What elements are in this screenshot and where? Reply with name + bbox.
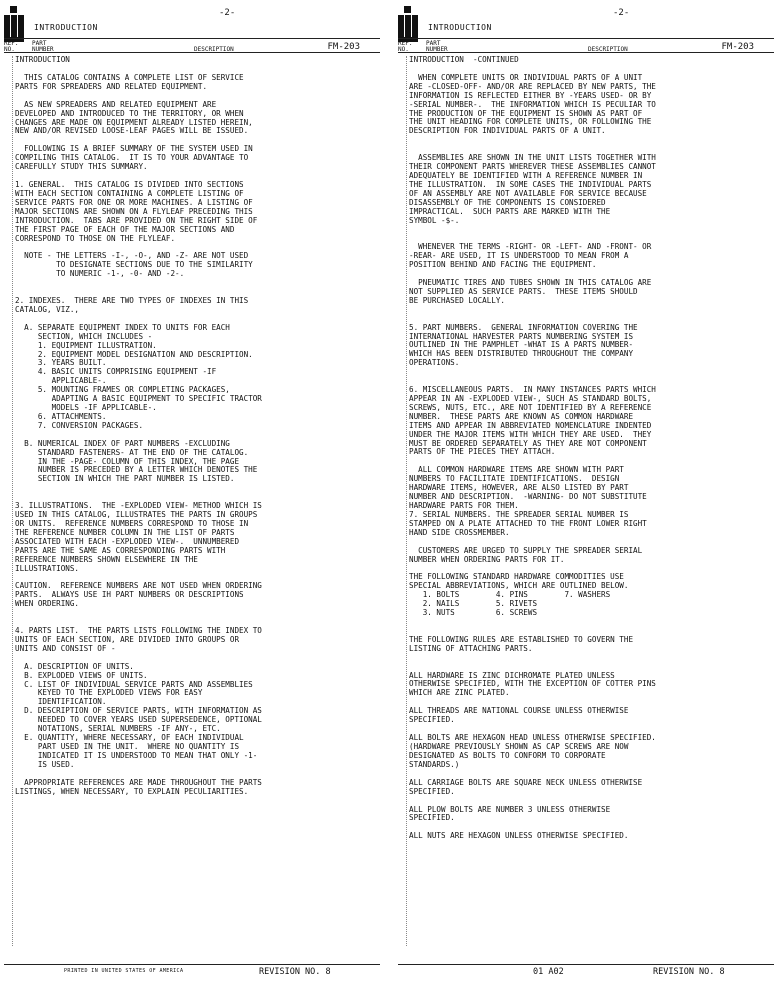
paragraph: A. SEPARATE EQUIPMENT INDEX TO UNITS FOR EACH SECTION, WHICH INCLUDES - 1. EQUIPMENT ILLUSTRATION. 2. EQUIPMENT MODEL DESIGNATION AND DESCRIPTION. 3. YEARS BUILT. 4. BASIC UNITS COMPRISING EQUIPMENT -IF APPLICABLE-. 5. MOUNTING FRAMES OR COMPLETING PACKAGES, ADAPTING A BASIC EQUIPMENT TO SPECIFIC TRACTOR MODELS -IF APPLICABLE-. 6. ATTACHMENTS. 7. CONVERSION PACKAGES. xyxy=(24,322,262,430)
footer-rule xyxy=(4,964,380,965)
paragraph: 5. PART NUMBERS. GENERAL INFORMATION COVERING THE INTERNATIONAL HARVESTER PARTS NUMBERING SYSTEM IS OUTLINED IN THE PAMPHLET -WHAT IS A PARTS NUMBER- WHICH HAS BEEN DISTRIBUTED THROUGHOUT THE COMPANY OPERATIONS. xyxy=(409,322,638,368)
paragraph: ALL COMMON HARDWARE ITEMS ARE SHOWN WITH PART NUMBERS TO FACILITATE IDENTIFICATIONS. DESIGN HARDWARE ITEMS, HOWEVER, ARE ALSO LISTED BY PART NUMBER AND DESCRIPTION. -WARNING- DO NOT SUBSTITUTE HARDWARE PARTS FOR THEM. 7. SERIAL NUMBERS. THE SPREADER SERIAL NUMBER IS STAMPED ON A PLATE ATTACHED TO THE FRONT LOWER RIGHT HAND SIDE CROSSMEMBER. xyxy=(409,465,647,537)
printed-note: PRINTED IN UNITED STATES OF AMERICA xyxy=(64,968,184,974)
section-title: INTRODUCTION xyxy=(34,23,98,32)
page-code: 01 A02 xyxy=(533,967,564,977)
column-header xyxy=(4,38,380,51)
paragraph: PNEUMATIC TIRES AND TUBES SHOWN IN THIS CATALOG ARE NOT SUPPLIED AS SERVICE PARTS. THESE ITEMS SHOULD BE PURCHASED LOCALLY. xyxy=(409,278,652,305)
paragraph: 6. MISCELLANEOUS PARTS. IN MANY INSTANCES PARTS WHICH APPEAR IN AN -EXPLODED VIEW-, SUCH AS STANDARD BOLTS, SCREWS, NUTS, ETC., ARE NOT IDENTIFIED BY A REFERENCE NUMBER. THESE PARTS ARE KNOWN AS COMMON HARDWARE ITEMS AND APPEAR IN ABBREVIATED NOMENCLATURE INDENTED UNDER THE MAJOR ITEMS WITH WHICH THEY ARE USED. THEY MUST BE ORDERED SEPARATELY AS THEY ARE NOT COMPONENT PARTS OF THE PIECES THEY ATTACH. xyxy=(409,385,656,457)
header-ref: REF. xyxy=(398,40,413,47)
paragraph: 3. ILLUSTRATIONS. THE -EXPLODED VIEW- METHOD WHICH IS USED IN THIS CATALOG, ILLUSTRATES THE PARTS IN GROUPS OR UNITS. REFERENCE NUMBERS CORRESPOND TO THOSE IN THE REFERENCE NUMBER COLUMN IN THE LIST OF PARTS ASSOCIATED WITH EACH -EXPLODED VIEW-. UNNUMBERED PARTS ARE THE SAME AS CORRESPONDING PARTS WITH REFERENCE NUMBERS SHOWN ELSEWHERE IN THE ILLUSTRATIONS. xyxy=(15,501,262,573)
paragraph: THE FOLLOWING RULES ARE ESTABLISHED TO GOVERN THE LISTING OF ATTACHING PARTS. xyxy=(409,634,634,653)
section-title: INTRODUCTION xyxy=(428,23,492,32)
header-number: NUMBER xyxy=(426,46,448,53)
header-part: PART xyxy=(426,40,441,47)
paragraph: ALL HARDWARE IS ZINC DICHROMATE PLATED UNLESS OTHERWISE SPECIFIED, WITH THE EXCEPTION OF COTTER PINS WHICH ARE ZINC PLATED. xyxy=(409,670,656,698)
right-page xyxy=(398,0,778,1000)
header-no: NO. xyxy=(398,46,409,53)
paragraph: INTRODUCTION xyxy=(15,55,70,64)
paragraph: 2. INDEXES. THERE ARE TWO TYPES OF INDEXES IN THIS CATALOG, VIZ., xyxy=(15,296,249,314)
revision-number: REVISION NO. 8 xyxy=(653,967,725,977)
paragraph: THE FOLLOWING STANDARD HARDWARE COMMODITIES USE SPECIAL ABBREVIATIONS, WHICH ARE OUTLINED BELOW. 1. BOLTS 4. PINS 7. WASHERS 2. NAILS 5. RIVETS 3. NUTS 6. SCREWS xyxy=(409,572,629,618)
header-no: NO. xyxy=(4,46,15,53)
paragraph: APPROPRIATE REFERENCES ARE MADE THROUGHOUT THE PARTS LISTINGS, WHEN NECESSARY, TO EXPLAIN PECULIARITIES. xyxy=(15,777,262,796)
paragraph: WHENEVER THE TERMS -RIGHT- OR -LEFT- AND -FRONT- OR -REAR- ARE USED, IT IS UNDERSTOOD TO MEAN FROM A POSITION BEHIND AND FACING THE EQUIPMENT. xyxy=(409,242,652,270)
header-number: NUMBER xyxy=(32,46,54,53)
paragraph: B. NUMERICAL INDEX OF PART NUMBERS -EXCLUDING STANDARD FASTENERS- AT THE END OF THE CATALOG. IN THE -PAGE- COLUMN OF THIS INDEX, THE PAGE NUMBER IS PRECEDED BY A LETTER WHICH DENOTES THE SECTION IN WHICH THE PART NUMBER IS LISTED. xyxy=(24,438,258,484)
header-description: DESCRIPTION xyxy=(194,46,234,53)
paragraph: NOTE - THE LETTERS -I-, -O-, AND -Z- ARE NOT USED TO DESIGNATE SECTIONS DUE TO THE SIMILARITY TO NUMERIC -1-, -0- AND -2-. xyxy=(24,251,253,279)
paragraph: ALL THREADS ARE NATIONAL COURSE UNLESS OTHERWISE SPECIFIED. xyxy=(409,706,629,725)
paragraph: ASSEMBLIES ARE SHOWN IN THE UNIT LISTS TOGETHER WITH THEIR COMPONENT PARTS WHEREVER THESE ASSEMBLIES CANNOT ADEQUATELY BE IDENTIFIED WITH A REFERENCE NUMBER IN THE ILLUSTRATION. IN SOME CASES THE INDIVIDUAL PARTS OF AN ASSEMBLY ARE NOT AVAILABLE FOR SERVICE BECAUSE DISASSEMBLY OF THE COMPONENTS IS CONSIDERED IMPRACTICAL. SUCH PARTS ARE MARKED WITH THE SYMBOL -$-. xyxy=(409,153,656,225)
paragraph: AS NEW SPREADERS AND RELATED EQUIPMENT ARE DEVELOPED AND INTRODUCED TO THE TERRITORY, OR WHEN CHANGES ARE MADE ON EQUIPMENT ALREADY LISTED HEREIN, NEW AND/OR REVISED LOOSE-LEAF PAGES WILL BE ISSUED. xyxy=(15,99,253,136)
left-page xyxy=(4,0,384,1000)
paragraph: A. DESCRIPTION OF UNITS. B. EXPLODED VIEWS OF UNITS. C. LIST OF INDIVIDUAL SERVICE PARTS AND ASSEMBLIES KEYED TO THE EXPLODED VIEWS FOR EASY IDENTIFICATION. D. DESCRIPTION OF SERVICE PARTS, WITH INFORMATION AS NEEDED TO COVER YEARS USED SUPERSEDENCE, OPTIONAL NOTATIONS, SERIAL NUMBERS -IF ANY-, ETC. E. QUANTITY, WHERE NECESSARY, OF EACH INDIVIDUAL PART USED IN THE UNIT. WHERE NO QUANTITY IS INDICATED IT IS UNDERSTOOD TO MEAN THAT ONLY -1- IS USED. xyxy=(24,661,262,769)
paragraph: FOLLOWING IS A BRIEF SUMMARY OF THE SYSTEM USED IN COMPILING THIS CATALOG. IT IS TO YOUR ADVANTAGE TO CAREFULLY STUDY THIS SUMMARY. xyxy=(15,144,253,172)
catalog-code: FM-203 xyxy=(721,42,754,52)
paragraph: ALL NUTS ARE HEXAGON UNLESS OTHERWISE SPECIFIED. xyxy=(409,831,629,841)
paragraph: CAUTION. REFERENCE NUMBERS ARE NOT USED WHEN ORDERING PARTS. ALWAYS USE IH PART NUMBERS OR DESCRIPTIONS WHEN ORDERING. xyxy=(15,581,262,609)
footer-rule xyxy=(398,964,774,965)
revision-number: REVISION NO. 8 xyxy=(259,967,331,977)
header-description: DESCRIPTION xyxy=(588,46,628,53)
paragraph: CUSTOMERS ARE URGED TO SUPPLY THE SPREADER SERIAL NUMBER WHEN ORDERING PARTS FOR IT. xyxy=(409,545,643,564)
text-body xyxy=(406,56,777,946)
paragraph: 4. PARTS LIST. THE PARTS LISTS FOLLOWING THE INDEX TO UNITS OF EACH SECTION, ARE DIVIDED INTO GROUPS OR UNITS AND CONSIST OF - xyxy=(15,626,262,653)
text-body xyxy=(12,56,383,946)
header-ref: REF. xyxy=(4,40,19,47)
paragraph: ALL BOLTS ARE HEXAGON HEAD UNLESS OTHERWISE SPECIFIED. (HARDWARE PREVIOUSLY SHOWN AS CAP SCREWS ARE NOW DESIGNATED AS BOLTS TO CONFORM TO CORPORATE STANDARDS.) xyxy=(409,733,656,769)
page-number: -2- xyxy=(613,8,630,18)
paragraph: ALL CARRIAGE BOLTS ARE SQUARE NECK UNLESS OTHERWISE SPECIFIED. xyxy=(409,777,643,796)
page-number: -2- xyxy=(219,8,236,18)
paragraph: WHEN COMPLETE UNITS OR INDIVIDUAL PARTS OF A UNIT ARE -CLOSED-OFF- AND/OR ARE REPLACED BY NEW PARTS, THE INFORMATION IS REFLECTED EITHER BY -YEARS USED- OR BY -SERIAL NUMBER-. THE INFORMATION WHICH IS PECULIAR TO THE PRODUCTION OF THE EQUIPMENT IS SHOWN AS PART OF THE UNIT HEADING FOR COMPLETE UNITS, OR FOLLOWING THE DESCRIPTION FOR INDIVIDUAL PARTS OF A UNIT. xyxy=(409,72,656,136)
paragraph: ALL PLOW BOLTS ARE NUMBER 3 UNLESS OTHERWISE SPECIFIED. xyxy=(409,804,611,823)
header-rule xyxy=(4,52,380,53)
header-rule xyxy=(398,52,774,53)
paragraph: INTRODUCTION -CONTINUED xyxy=(409,55,519,64)
paragraph: THIS CATALOG CONTAINS A COMPLETE LIST OF SERVICE PARTS FOR SPREADERS AND RELATED EQUIPMENT. xyxy=(15,72,244,91)
paragraph: 1. GENERAL. THIS CATALOG IS DIVIDED INTO SECTIONS WITH EACH SECTION CONTAINING A COMPLETE LISTING OF SERVICE PARTS FOR ONE OR MORE MACHINES. A LISTING OF MAJOR SECTIONS ARE SHOWN ON A FLYLEAF PRECEDING THIS INTRODUCTION. TABS ARE PROVIDED ON THE RIGHT SIDE OF THE FIRST PAGE OF EACH OF THE MAJOR SECTIONS AND CORRESPOND TO THOSE ON THE FLYLEAF. xyxy=(15,180,258,243)
header-part: PART xyxy=(32,40,47,47)
column-header xyxy=(398,38,774,51)
catalog-code: FM-203 xyxy=(327,42,360,52)
